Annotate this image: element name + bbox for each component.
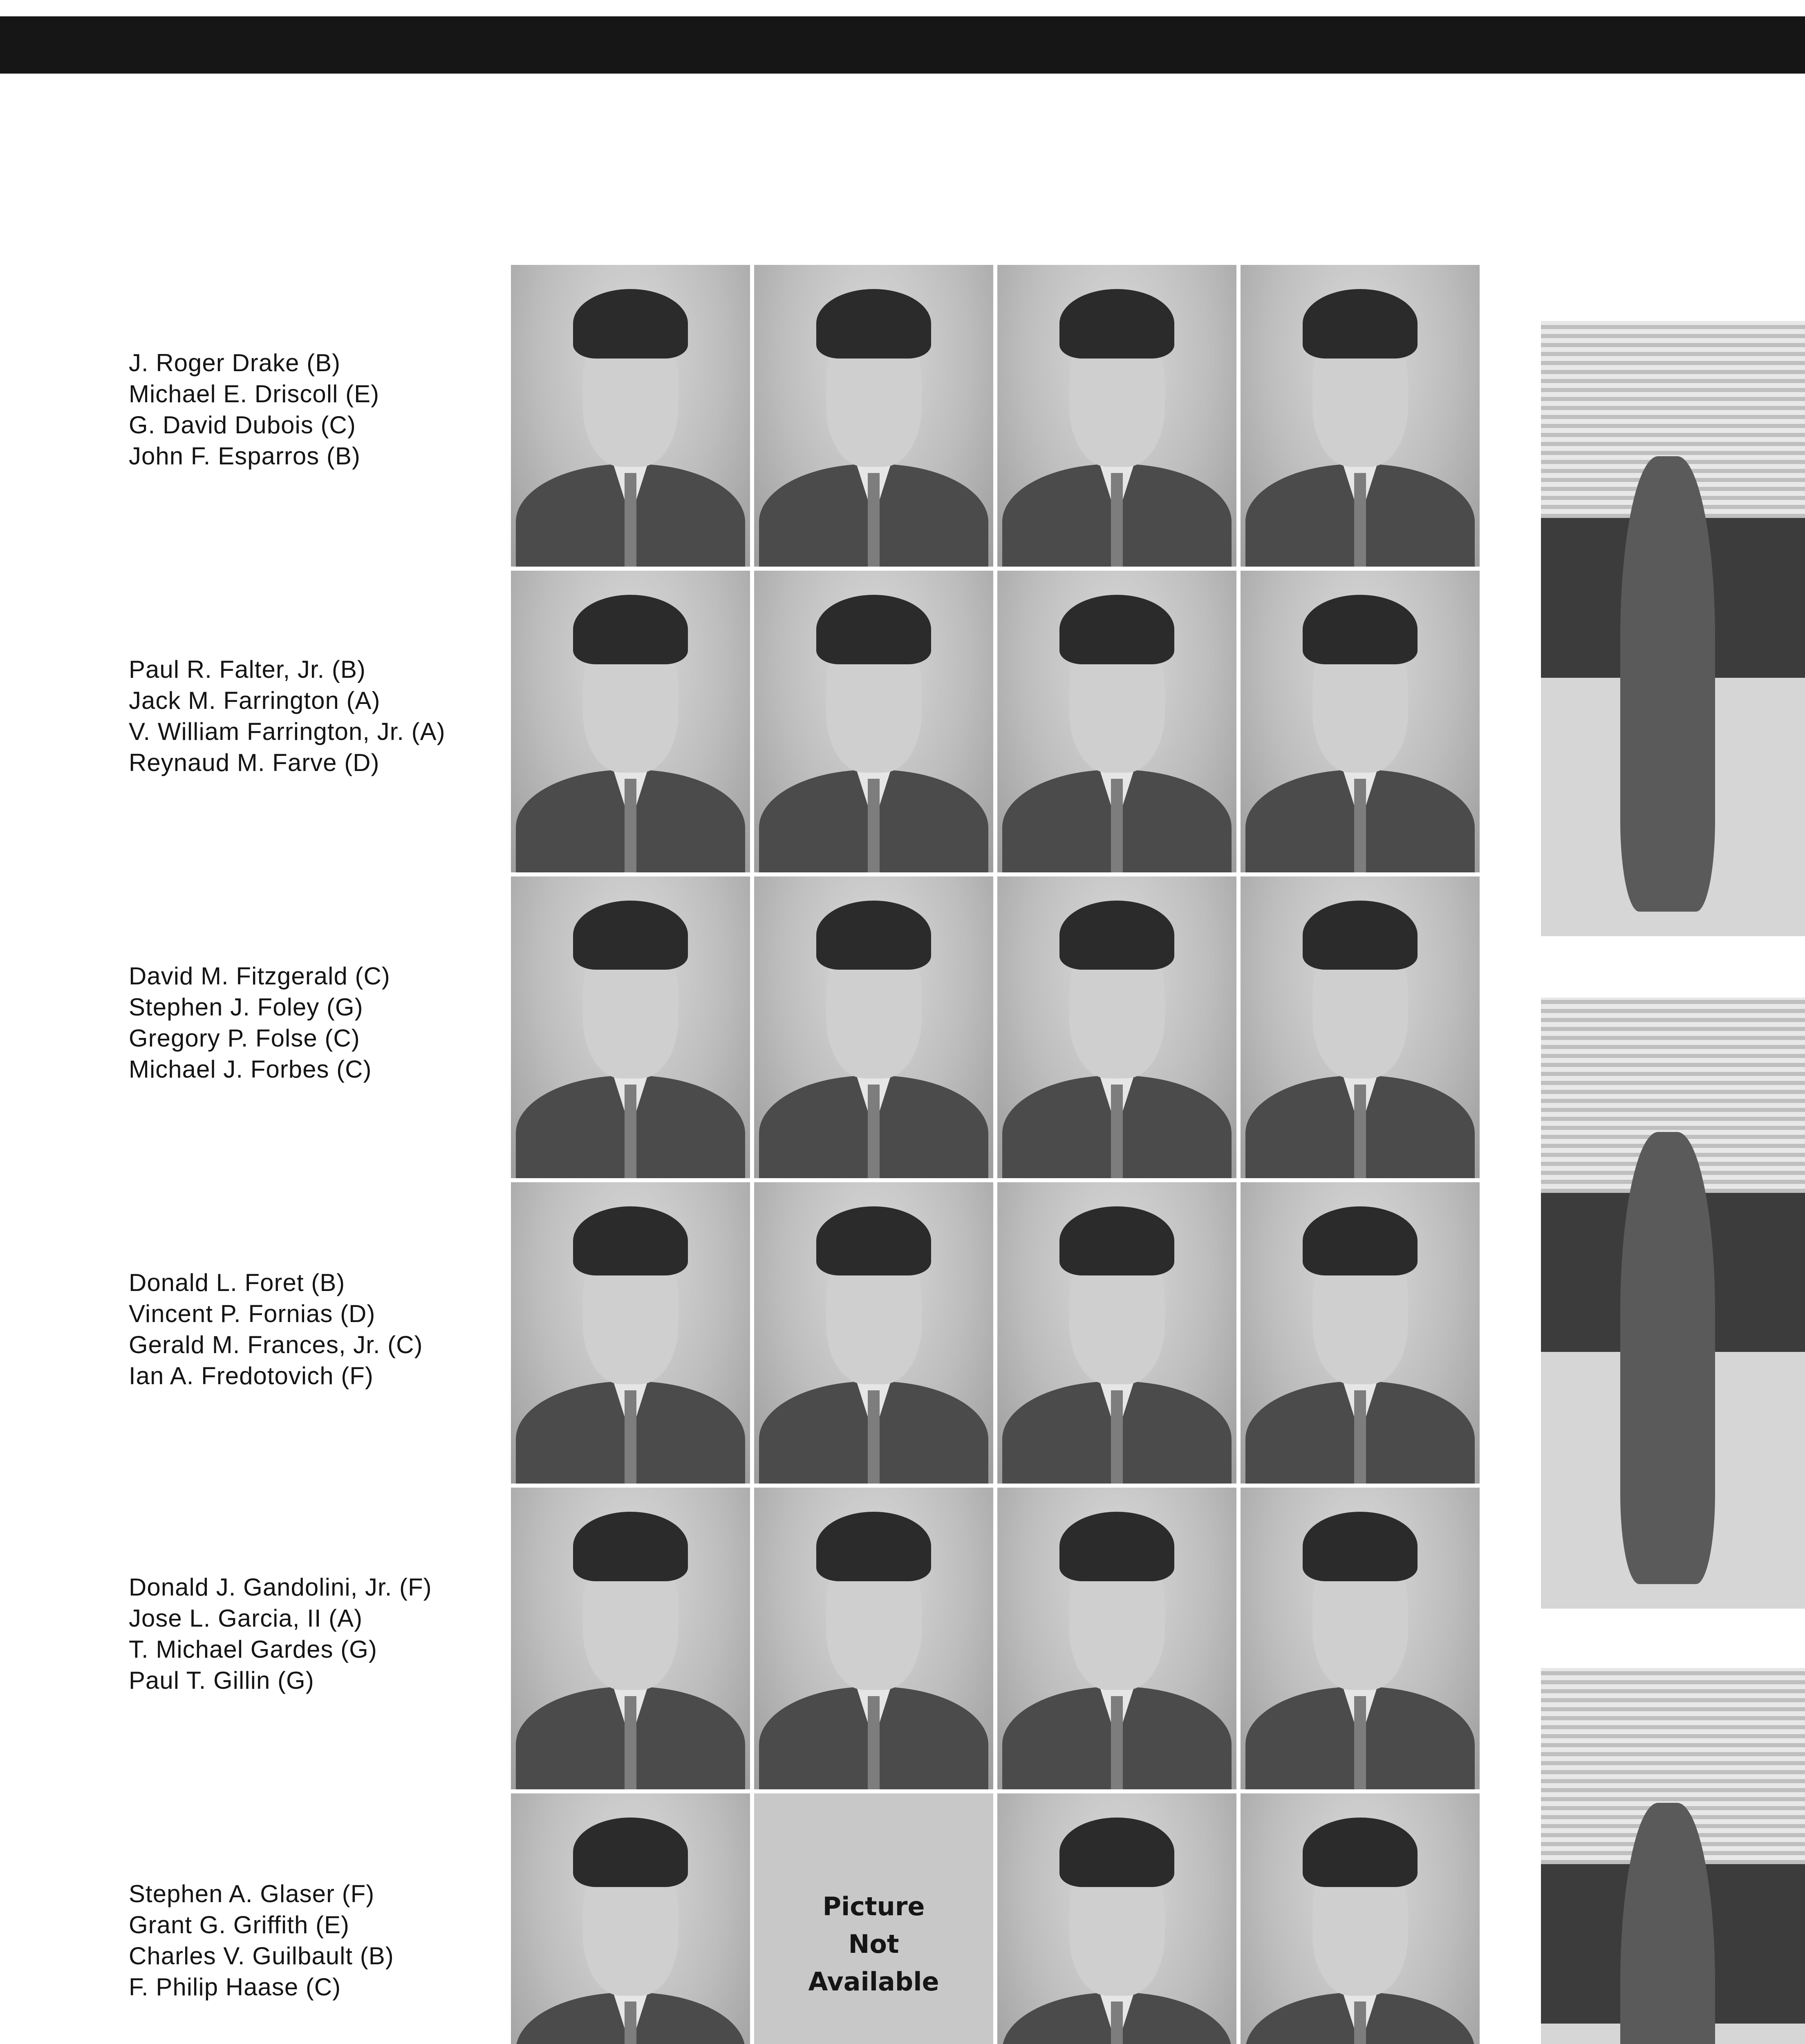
student-portrait	[997, 265, 1236, 567]
student-portrait	[1241, 1182, 1480, 1484]
student-portrait	[511, 876, 750, 1178]
student-portrait	[754, 1488, 993, 1789]
placeholder-line: Picture	[822, 1892, 925, 1922]
student-portrait	[754, 1182, 993, 1484]
student-name: F. Philip Haase (C)	[129, 1973, 341, 2001]
student-portrait	[997, 1182, 1236, 1484]
placeholder-line: Available	[808, 1967, 939, 1997]
student-name: Reynaud M. Farve (D)	[129, 749, 380, 776]
student-name: Grant G. Griffith (E)	[129, 1911, 349, 1939]
student-name: Paul T. Gillin (G)	[129, 1667, 314, 1694]
student-portrait	[754, 876, 993, 1178]
student-name: J. Roger Drake (B)	[129, 349, 341, 377]
student-portrait	[997, 1488, 1236, 1789]
student-name: Donald J. Gandolini, Jr. (F)	[129, 1573, 432, 1601]
student-portrait	[511, 1488, 750, 1789]
student-portrait	[1241, 1488, 1480, 1789]
student-name: Gerald M. Frances, Jr. (C)	[129, 1331, 423, 1358]
candid-photo-football	[1541, 321, 1805, 936]
student-name: G. David Dubois (C)	[129, 411, 356, 439]
name-group-1	[129, 347, 517, 472]
student-portrait	[997, 876, 1236, 1178]
student-portrait	[754, 571, 993, 872]
student-portrait	[1241, 265, 1480, 567]
scan-top-border	[0, 16, 1805, 74]
portrait-grid	[511, 265, 1480, 2044]
name-group-5	[129, 1572, 517, 1696]
name-group-3	[129, 961, 517, 1085]
student-name: Stephen A. Glaser (F)	[129, 1880, 375, 1907]
student-portrait	[511, 571, 750, 872]
name-group-2	[129, 654, 517, 778]
student-name: Stephen J. Foley (G)	[129, 993, 363, 1021]
candid-photo-quarterback	[1541, 997, 1805, 1609]
student-portrait	[1241, 571, 1480, 872]
name-group-4	[129, 1267, 517, 1392]
student-name: Jose L. Garcia, II (A)	[129, 1605, 363, 1632]
student-name: David M. Fitzgerald (C)	[129, 962, 390, 990]
candid-photo-players	[1541, 1668, 1805, 2044]
student-portrait	[511, 265, 750, 567]
student-name: Gregory P. Folse (C)	[129, 1024, 360, 1052]
student-portrait	[1241, 1793, 1480, 2044]
student-name: Michael J. Forbes (C)	[129, 1056, 372, 1083]
student-portrait	[754, 265, 993, 567]
student-name: Donald L. Foret (B)	[129, 1269, 345, 1296]
name-group-6	[129, 1878, 517, 2003]
student-name: Michael E. Driscoll (E)	[129, 380, 380, 408]
student-portrait	[997, 1793, 1236, 2044]
student-name: V. William Farrington, Jr. (A)	[129, 718, 446, 745]
student-portrait	[997, 571, 1236, 872]
student-portrait	[1241, 876, 1480, 1178]
placeholder-line: Not	[848, 1929, 899, 1959]
student-portrait	[511, 1182, 750, 1484]
student-name: T. Michael Gardes (G)	[129, 1636, 377, 1663]
student-name: Paul R. Falter, Jr. (B)	[129, 656, 366, 683]
student-name: Ian A. Fredotovich (F)	[129, 1362, 374, 1390]
student-name: Jack M. Farrington (A)	[129, 687, 381, 714]
student-portrait	[511, 1793, 750, 2044]
student-name: John F. Esparros (B)	[129, 442, 361, 470]
student-name: Vincent P. Fornias (D)	[129, 1300, 376, 1327]
student-name: Charles V. Guilbault (B)	[129, 1942, 394, 1970]
picture-not-available-placeholder	[754, 1793, 993, 2044]
